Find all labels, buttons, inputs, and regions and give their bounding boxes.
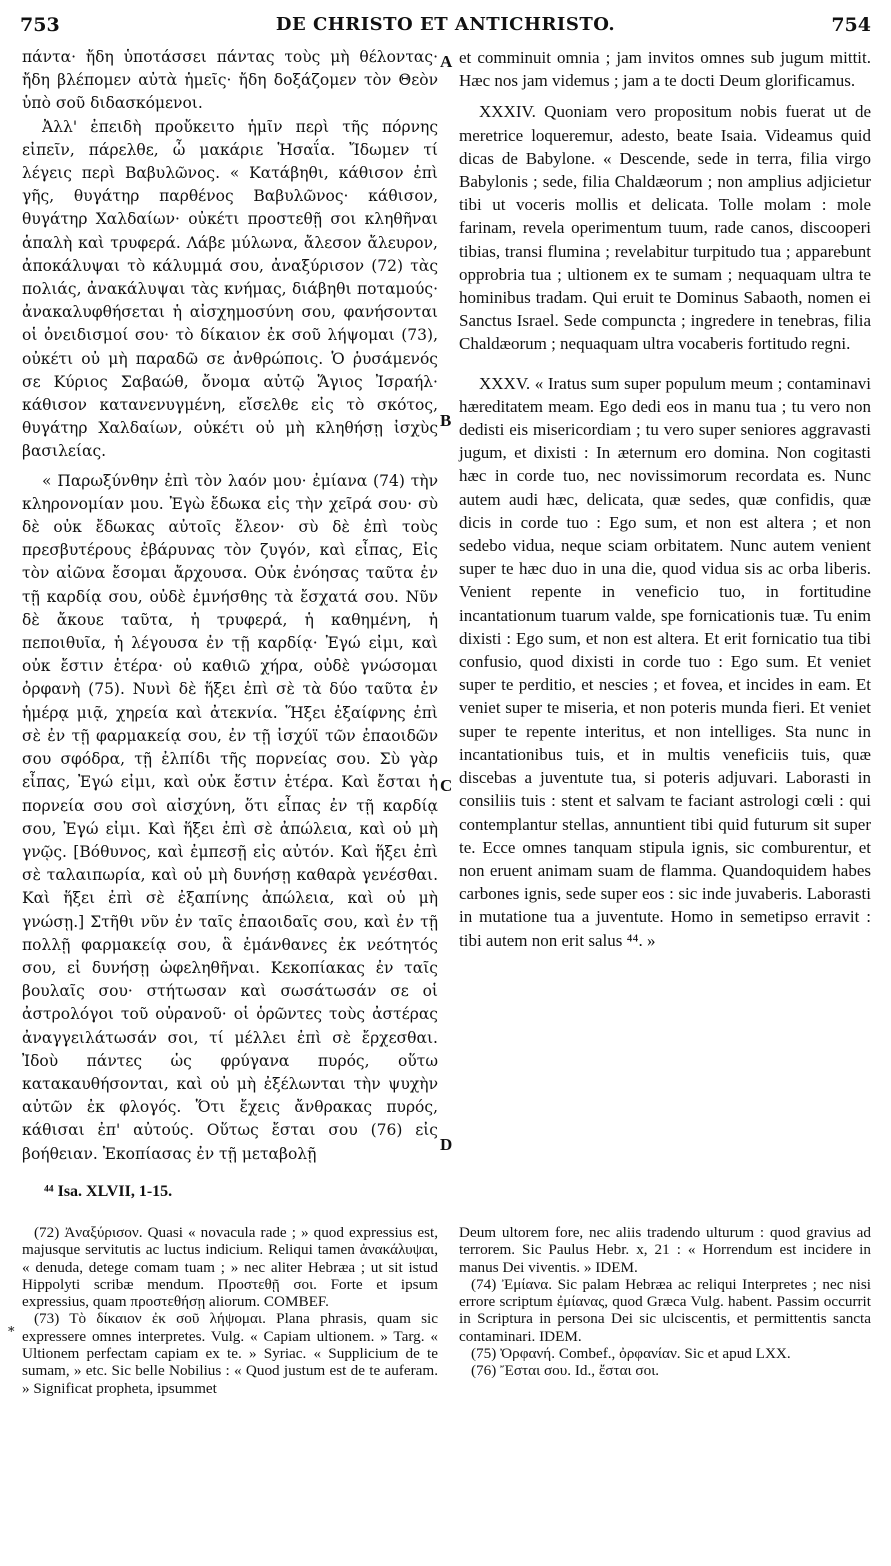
page-header: [20, 14, 871, 40]
footnote: (72) Ἀναξύρισον. Quasi « novacula rade ; » quod expressius est, majusque servitutis ac luctus indicium. Reliqui tamen ἀνακάλυψαι, « denuda, detege comam tuam ; » nec aliter Hebræa ; ut sit istud Hippolyti scribæ mendum. Προστεθῇ σοι. Forte et ipsum expressius, quam προστεθήσῃ aliorum. COMBEF.: [22, 1224, 438, 1311]
greek-paragraph: Ἀλλ' ἐπειδὴ προὔκειτο ἡμῖν περὶ τῆς πόρνης εἰπεῖν, πάρελθε, ὦ μακάριε Ἡσαΐα. Ἴδωμεν τί λέγεις περὶ Βαβυλῶνος. « Κατάβηθι, κάθισον ἐπὶ γῆς, θυγάτηρ παρθένος Βαβυλῶνος· κάθισον, θυγάτηρ Χαλδαίων· οὐκέτι προστεθῇ σοι κληθῆναι ἁπαλὴ καὶ τρυφερά. Λάβε μύλωνα, ἄλεσον ἄλευρον, ἀποκάλυψαι τὸ κάλυμμά σου, ἀναξύρισον (72) τὰς πολιάς, ἀνακάλυψαι τὰς κνήμας, διάβηθι ποταμούς· ἀνακαλυφθήσεται ἡ αἰσχημοσύνη σου, φανήσονται οἱ ὀνειδισμοί σου· τὸ δίκαιον ἐκ σοῦ λήψομαι (73), οὐκέτι οὐ μὴ παραδῶ σε ἀνθρώποις. Ὁ ῥυσάμενός σε Κύριος Σαβαώθ, ὄνομα αὐτῷ Ἅγιος Ἰσραήλ· κάθισον κατανενυγμένη, εἴσελθε εἰς τὸ σκότος, θυγάτηρ Χαλδαίων, οὐκέτι οὐ μὴ κληθήσῃ ἰσχὺς βασιλείας.: [22, 117, 438, 461]
right-page-number: 754: [831, 14, 871, 36]
latin-text-column: [459, 46, 871, 952]
latin-paragraph: et comminuit omnia ; jam invitos omnes sub jugum mittit. Hæc nos jam videmus ; jam a te docti Deum glorificamus.: [459, 48, 871, 91]
left-page-number: 753: [20, 14, 60, 36]
greek-paragraph: « Παρωξύνθην ἐπὶ τὸν λαόν μου· ἐμίανα (74) τὴν κληρονομίαν μου. Ἐγὼ ἔδωκα εἰς τὴν χεῖρά σου· σὺ δὲ οὐκ ἔδωκας αὐτοῖς ἔλεον· σὺ δὲ ἐπὶ τοὺς πρεσβυτέρους ἐβάρυνας τὸν ζυγόν, καὶ εἶπας, Εἰς τὸν αἰῶνα ἔσομαι ἄρχουσα. Οὐκ ἐνόησας ταῦτα ἐν τῇ καρδίᾳ σου, οὐδὲ ἐμνήσθης τὰ ἔσχατά σου. Νῦν δὲ ἄκουε ταῦτα, ἡ τρυφερά, ἡ καθημένη, ἡ πεποιθυῖα, ἡ λέγουσα ἐν τῇ καρδίᾳ· Ἐγώ εἰμι, καὶ οὐκ ἔστιν ἑτέρα· οὐ καθιῶ χήρα, οὐδὲ γνώσομαι ὀρφανὴ (75). Νυνὶ δὲ ἥξει ἐπὶ σὲ τὰ δύο ταῦτα ἐν ἡμέρᾳ μιᾷ, χηρεία καὶ ἀτεκνία. Ἥξει ἐξαίφνης ἐπὶ σὲ ἐν τῇ φαρμακείᾳ σου, ἐν τῇ ἰσχύϊ τῶν ἐπαοιδῶν σου σφόδρα, τῇ ἐλπίδι τῆς πορνείας σου. Σὺ γὰρ εἶπας, Ἐγώ εἰμι, καὶ οὐκ ἔστιν ἑτέρα. Καὶ ἔσται ἡ πορνεία σου σοὶ αἰσχύνη, ὅτι εἶπας ἐν τῇ καρδίᾳ σου, Ἐγώ εἰμι. Καὶ ἥξει ἐπὶ σὲ ἀπώλεια, καὶ οὐ μὴ γνῷς. [Βόθυνος, καὶ ἐμπεσῇ εἰς αὐτόν. Καὶ ἥξει ἐπὶ σὲ ταλαιπωρία, καὶ οὐ μὴ δυνήσῃ καθαρὰ γενέσθαι. Καὶ ἥξει ἐπὶ σὲ ἐξαπίνης ἀπώλεια, καὶ οὐ μὴ γνώσῃ.] Στῆθι νῦν ἐν ταῖς ἐπαοιδαῖς σου, καὶ ἐν τῇ πολλῇ φαρμακείᾳ σου, ἃ ἐμάνθανες ἐκ νεότητός σου, εἰ δυνήσῃ ὠφεληθῆναι. Κεκοπίακας ἐν ταῖς βουλαῖς σου· στήτωσαν καὶ σωσάτωσάν σε οἱ ἀστρολόγοι τοῦ οὐρανοῦ· οἱ ὁρῶντες τοὺς ἀστέρας ἀναγγειλάτωσάν σοι, τί μέλλει ἐπὶ σὲ ἔρχεσθαι. Ἰδοὺ πάντες ὡς φρύγανα πυρός, οὕτω κατακαυθήσονται, καὶ οὐ μὴ ἐξέλωνται τὴν ψυχὴν αὐτῶν ἐκ φλογός. Ὅτι ἔχεις ἄνθρακας πυρός, κάθισαι ἐπ' αὐτούς. Οὕτως ἔσται σου (76) εἰς βοήθειαν. Ἐκοπίασας ἐν τῇ μεταβολῇ: [22, 471, 438, 1163]
note-margin-asterisk: *: [8, 1325, 15, 1340]
latin-paragraph: XXXV. « Iratus sum super populum meum ; contaminavi hæreditatem meam. Ego dedi eos in manu tua ; tu vero non dedisti eis misericordiam ; tu vero super seniores aggravasti jugum, et dixisti : In æternum ero domina. Non cogitasti hæc in corde tuo, nec novissimorum recordata es. Nunc autem audi hæc, delicata, quæ sedes, quæ confidis, quæ dicis in corde tuo : Ego sum, et non est altera ; et non sedebo vidua, neque sciam orbitatem. Nunc autem venient super te hæc duo in una die, quod vidua sis ac orba liberis. Venient repente in veneficio tuo, in fortitudine incantationum tuarum valde, spe fornicationis tuæ. Tu enim dixisti : Ego sum, et non est altera. Et erit fornicatio tua tibi confusio, quod dixisti in corde tuo : Ego sum. Et veniet super te perditio, et nescies ; et fovea, et incides in eam. Et veniet super te miseria, et non poteris munda fieri. Et veniet super te repente interitus, et non intelliges. Sta nunc in incantationibus tuis, et in multis veneficiis tuis, quæ discebas a juventute tua, si poteris adjuvari. Laborasti in consiliis tuis : stent et salvam te faciant astrologi cœli : qui contemplantur stellas, annuntient tibi quid futurum sit super te. Ecce omnes tanquam stipula ignis, sic comburentur, et non eruent animam suam de flamma. Quandoquidem habes carbones ignis, sede super eos : sic inde juvaberis. Laborasti in mutatione tua a juventute. Homo in semetipso erravit : tibi autem non erit salus ⁴⁴. »: [459, 373, 871, 950]
footnote: (73) Τὸ δίκαιον ἐκ σοῦ λήψομαι. Plana phrasis, quam sic expressere omnes interpretes. Vulg. « Capiam ultionem. » Targ. « Ultionem perfectam capiam ex te. » Syriac. « Supplicium de te sumam, » etc. Sic belle Nobilius : « Quod justum est de te auferam. » Significat propheta, ipsummet: [22, 1310, 438, 1397]
footnote: Deum ultorem fore, nec aliis tradendo ulturum : quod gravius ad terrorem. Sic Paulus Hebr. x, 21 : « Horrendum est incidere in manus Dei viventis. » IDEM.: [459, 1224, 871, 1276]
margin-letter-c: C: [440, 776, 453, 795]
footnotes-left: [22, 1224, 438, 1397]
running-title: DE CHRISTO ET ANTICHRISTO.: [275, 14, 616, 35]
footnote: (76) Ἔσται σου. Id., ἔσται σοι.: [471, 1362, 660, 1380]
margin-letter-d: D: [440, 1135, 453, 1154]
footnote: (74) Ἐμίανα. Sic palam Hebræa ac reliqui Interpretes ; nec nisi errore scriptum ἐμίανας, quod Græca Vulg. habent. Passim occurrit in Scriptura in persona Dei sic ulciscentis, et permittentis sancta contaminari. IDEM.: [459, 1275, 871, 1345]
margin-letter-a: A: [440, 52, 453, 71]
greek-text-column: [22, 46, 438, 1166]
footnotes-right: [459, 1224, 871, 1380]
scripture-reference: ⁴⁴ Isa. XLVII, 1-15.: [44, 1183, 173, 1200]
margin-letter-b: B: [440, 411, 452, 430]
footnote: (75) Ὀρφανή. Combef., ὀρφανίαν. Sic et apud LXX.: [471, 1345, 791, 1363]
greek-paragraph: πάντα· ἤδη ὑποτάσσει πάντας τοὺς μὴ θέλοντας· ἤδη βλέπομεν αὐτὰ ἡμεῖς· ἤδη δοξάζομεν τὸν Θεὸν ὑπὸ σοῦ διδασκόμενοι.: [22, 48, 438, 113]
latin-paragraph: XXXIV. Quoniam vero propositum nobis fuerat ut de meretrice loqueremur, adesto, beate Isaia. Videamus quid dicas de Babylone. « Descende, sede in terra, filia virgo Babylonis ; sede, filia Chaldæorum ; non amplius adjicietur tibi ut voceris mollis et delicata. Tolle molam : mole farinam, revela operimentum tuum, rade canos, discooperi tibias, transi flumina ; revelabitur turpitudo tua ; apparebunt opprobria tua ; ultionem ex te sumam ; nequaquam ultra te hominibus tradam. Qui eruit te Dominus Sabaoth, nomen ei Sanctus Israel. Sede compuncta ; ingredere in tenebras, filia Chaldæorum ; nequaquam ultra vocaberis fortitudo regni.: [459, 102, 871, 354]
